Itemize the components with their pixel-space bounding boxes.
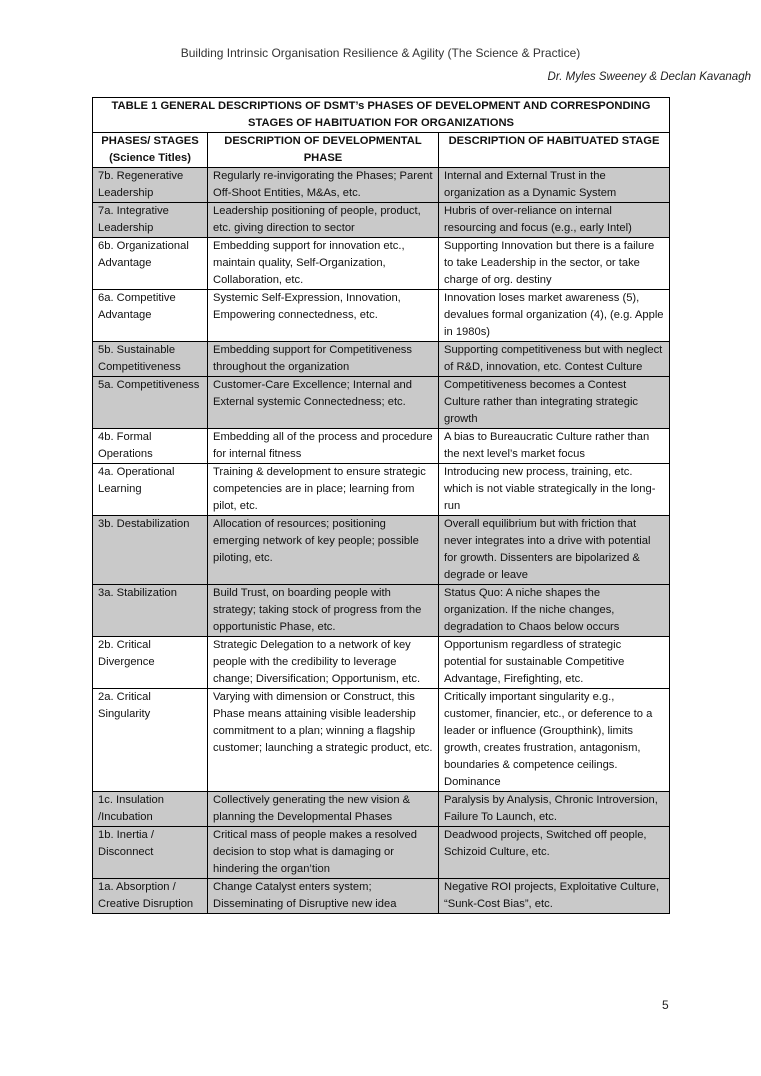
- stage-cell: 5a. Competitiveness: [93, 377, 208, 429]
- habituated-description-cell: Competitiveness becomes a Contest Culture rather than integrating strategic growth: [439, 377, 670, 429]
- habituated-description-cell: Paralysis by Analysis, Chronic Introversion, Failure To Launch, etc.: [439, 792, 670, 827]
- habituated-description-cell: Innovation loses market awareness (5), devalues formal organization (4), (e.g. Apple in 1980s): [439, 290, 670, 342]
- habituated-description-cell: Supporting competitiveness but with neglect of R&D, innovation, etc. Contest Culture: [439, 342, 670, 377]
- stage-cell: 3a. Stabilization: [93, 585, 208, 637]
- habituated-description-cell: Internal and External Trust in the organization as a Dynamic System: [439, 168, 670, 203]
- phase-description-cell: Collectively generating the new vision & planning the Developmental Phases: [208, 792, 439, 827]
- phase-description-cell: Customer-Care Excellence; Internal and External systemic Connectedness; etc.: [208, 377, 439, 429]
- habituated-description-cell: Supporting Innovation but there is a failure to take Leadership in the sector, or take charge of org. destiny: [439, 238, 670, 290]
- stage-cell: 5b. Sustainable Competitiveness: [93, 342, 208, 377]
- table-row: [93, 827, 670, 879]
- phase-description-cell: Leadership positioning of people, product, etc. giving direction to sector: [208, 203, 439, 238]
- habituated-description-cell: Hubris of over-reliance on internal resourcing and focus (e.g., early Intel): [439, 203, 670, 238]
- phase-description-cell: Build Trust, on boarding people with strategy; taking stock of progress from the opportunistic Phase, etc.: [208, 585, 439, 637]
- habituated-description-cell: Deadwood projects, Switched off people, Schizoid Culture, etc.: [439, 827, 670, 879]
- stage-cell: 3b. Destabilization: [93, 516, 208, 585]
- table-row: [93, 689, 670, 792]
- stage-cell: 6b. Organizational Advantage: [93, 238, 208, 290]
- habituated-description-cell: Overall equilibrium but with friction that never integrates into a drive with potential for growth. Dissenters are bipolarized & degrade or leave: [439, 516, 670, 585]
- phase-description-cell: Training & development to ensure strategic competencies are in place; learning from pilot, etc.: [208, 464, 439, 516]
- table-row: [93, 203, 670, 238]
- table-body: [93, 168, 670, 914]
- table-row: [93, 168, 670, 203]
- table-row: [93, 516, 670, 585]
- stage-cell: 2a. Critical Singularity: [93, 689, 208, 792]
- phase-description-cell: Strategic Delegation to a network of key people with the credibility to leverage change; Diversification; Opportunism, etc.: [208, 637, 439, 689]
- stage-cell: 1b. Inertia / Disconnect: [93, 827, 208, 879]
- phase-description-cell: Embedding support for Competitiveness throughout the organization: [208, 342, 439, 377]
- stage-cell: 7a. Integrative Leadership: [93, 203, 208, 238]
- phase-description-cell: Systemic Self-Expression, Innovation, Empowering connectedness, etc.: [208, 290, 439, 342]
- habituated-description-cell: Critically important singularity e.g., customer, financier, etc., or deference to a leader or influence (Groupthink), limits growth, creates frustration, antagonism, boundaries & competence ceilings. Dominance: [439, 689, 670, 792]
- table-row: [93, 464, 670, 516]
- habituated-description-cell: Status Quo: A niche shapes the organization. If the niche changes, degradation to Chaos below occurs: [439, 585, 670, 637]
- table-row: [93, 637, 670, 689]
- running-title: Building Intrinsic Organisation Resilience & Agility (The Science & Practice): [180, 46, 581, 60]
- phase-description-cell: Embedding support for innovation etc., maintain quality, Self-Organization, Collaboration, etc.: [208, 238, 439, 290]
- column-header-stages: PHASES/ STAGES (Science Titles): [93, 133, 208, 168]
- table-caption: TABLE 1 GENERAL DESCRIPTIONS OF DSMT’s PHASES OF DEVELOPMENT AND CORRESPONDING STAGES OF HABITUATION FOR ORGANIZATIONS: [93, 98, 670, 133]
- stage-cell: 2b. Critical Divergence: [93, 637, 208, 689]
- page-number: 5: [662, 998, 669, 1012]
- column-header-habituated-stage: DESCRIPTION OF HABITUATED STAGE: [439, 133, 670, 168]
- phase-description-cell: Critical mass of people makes a resolved decision to stop what is damaging or hindering the organ’tion: [208, 827, 439, 879]
- table-row: [93, 290, 670, 342]
- phase-description-cell: Varying with dimension or Construct, this Phase means attaining visible leadership commitment to a plan; winning a flagship customer; launching a strategic product, etc.: [208, 689, 439, 792]
- column-header-developmental-phase: DESCRIPTION OF DEVELOPMENTAL PHASE: [208, 133, 439, 168]
- table-row: [93, 429, 670, 464]
- table-row: [93, 792, 670, 827]
- stage-cell: 7b. Regenerative Leadership: [93, 168, 208, 203]
- stage-cell: 1c. Insulation /Incubation: [93, 792, 208, 827]
- table-row: [93, 238, 670, 290]
- phase-description-cell: Regularly re-invigorating the Phases; Parent Off-Shoot Entities, M&As, etc.: [208, 168, 439, 203]
- table-row: [93, 342, 670, 377]
- habituated-description-cell: Negative ROI projects, Exploitative Culture, “Sunk-Cost Bias”, etc.: [439, 879, 670, 914]
- table-row: [93, 879, 670, 914]
- habituated-description-cell: Introducing new process, training, etc. which is not viable strategically in the long-run: [439, 464, 670, 516]
- habituated-description-cell: Opportunism regardless of strategic potential for sustainable Competitive Advantage, Firefighting, etc.: [439, 637, 670, 689]
- phase-description-cell: Embedding all of the process and procedure for internal fitness: [208, 429, 439, 464]
- authors: Dr. Myles Sweeney & Declan Kavanagh: [547, 71, 751, 83]
- stage-cell: 4b. Formal Operations: [93, 429, 208, 464]
- phase-description-cell: Allocation of resources; positioning emerging network of key people; possible piloting, etc.: [208, 516, 439, 585]
- phases-table: [92, 97, 670, 914]
- stage-cell: 4a. Operational Learning: [93, 464, 208, 516]
- habituated-description-cell: A bias to Bureaucratic Culture rather than the next level’s market focus: [439, 429, 670, 464]
- stage-cell: 1a. Absorption / Creative Disruption: [93, 879, 208, 914]
- table-row: [93, 585, 670, 637]
- stage-cell: 6a. Competitive Advantage: [93, 290, 208, 342]
- table-row: [93, 377, 670, 429]
- phase-description-cell: Change Catalyst enters system; Disseminating of Disruptive new idea: [208, 879, 439, 914]
